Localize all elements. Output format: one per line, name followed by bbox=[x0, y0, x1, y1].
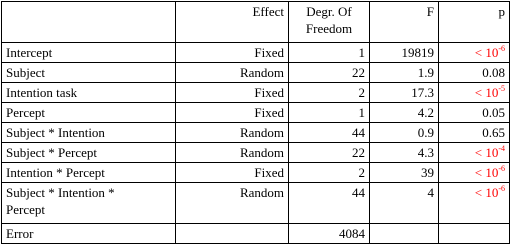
p-exponent: -6 bbox=[498, 44, 505, 53]
row-f: 19819 bbox=[370, 43, 439, 63]
row-p bbox=[439, 224, 510, 244]
row-f: 17.3 bbox=[370, 83, 439, 103]
row-name: Error bbox=[2, 224, 176, 244]
row-effect bbox=[176, 224, 289, 244]
p-exponent: -5 bbox=[498, 84, 505, 93]
p-exponent: -6 bbox=[498, 164, 505, 173]
header-degrees-of-freedom bbox=[289, 2, 370, 43]
row-p: 0.08 bbox=[439, 63, 510, 83]
row-f: 0.9 bbox=[370, 123, 439, 143]
row-f: 39 bbox=[370, 163, 439, 183]
row-dof: 22 bbox=[289, 143, 370, 163]
row-f: 4 bbox=[370, 183, 439, 224]
table-row bbox=[2, 224, 510, 244]
p-exponent: -6 bbox=[498, 184, 505, 193]
header-p: p bbox=[439, 2, 510, 43]
row-effect: Random bbox=[176, 123, 289, 143]
p-base: < 10 bbox=[474, 145, 499, 160]
row-dof: 2 bbox=[289, 163, 370, 183]
row-name: Intention task bbox=[2, 83, 176, 103]
row-effect: Random bbox=[176, 63, 289, 83]
p-base: < 10 bbox=[474, 185, 499, 200]
row-effect: Fixed bbox=[176, 103, 289, 123]
row-f bbox=[370, 224, 439, 244]
row-f: 1.9 bbox=[370, 63, 439, 83]
row-p bbox=[439, 83, 510, 103]
row-effect: Fixed bbox=[176, 43, 289, 63]
anova-table bbox=[1, 1, 510, 244]
header-blank-cell bbox=[2, 2, 176, 43]
table-row bbox=[2, 43, 510, 63]
row-effect: Random bbox=[176, 183, 289, 224]
row-name: Subject * Intention bbox=[2, 123, 176, 143]
row-name: Subject bbox=[2, 63, 176, 83]
row-p bbox=[439, 143, 510, 163]
row-effect: Fixed bbox=[176, 163, 289, 183]
row-name-line2: Percept bbox=[6, 202, 45, 217]
header-row bbox=[2, 2, 510, 43]
table-row bbox=[2, 183, 510, 224]
row-dof: 4084 bbox=[289, 224, 370, 244]
row-dof: 1 bbox=[289, 43, 370, 63]
row-dof: 44 bbox=[289, 123, 370, 143]
row-name-line1: Subject * Intention * bbox=[6, 185, 115, 200]
row-dof: 44 bbox=[289, 183, 370, 224]
table-row bbox=[2, 63, 510, 83]
row-name bbox=[2, 183, 176, 224]
row-name: Percept bbox=[2, 103, 176, 123]
row-name: Intention * Percept bbox=[2, 163, 176, 183]
p-base: < 10 bbox=[474, 45, 499, 60]
row-p: 0.05 bbox=[439, 103, 510, 123]
header-f: F bbox=[370, 2, 439, 43]
row-f: 4.2 bbox=[370, 103, 439, 123]
p-exponent: -4 bbox=[498, 144, 505, 153]
header-effect: Effect bbox=[176, 2, 289, 43]
table-row bbox=[2, 123, 510, 143]
row-dof: 1 bbox=[289, 103, 370, 123]
row-p bbox=[439, 163, 510, 183]
table-row bbox=[2, 143, 510, 163]
table-row bbox=[2, 83, 510, 103]
row-name: Intercept bbox=[2, 43, 176, 63]
row-effect: Fixed bbox=[176, 83, 289, 103]
table-row bbox=[2, 103, 510, 123]
p-base: < 10 bbox=[474, 165, 499, 180]
row-effect: Random bbox=[176, 143, 289, 163]
header-dof-line1: Degr. Of bbox=[306, 4, 352, 19]
row-p bbox=[439, 183, 510, 224]
row-f: 4.3 bbox=[370, 143, 439, 163]
row-p bbox=[439, 43, 510, 63]
row-dof: 2 bbox=[289, 83, 370, 103]
row-name: Subject * Percept bbox=[2, 143, 176, 163]
row-dof: 22 bbox=[289, 63, 370, 83]
header-dof-line2: Freedom bbox=[305, 21, 353, 36]
p-base: < 10 bbox=[474, 85, 499, 100]
table-row bbox=[2, 163, 510, 183]
row-p: 0.65 bbox=[439, 123, 510, 143]
